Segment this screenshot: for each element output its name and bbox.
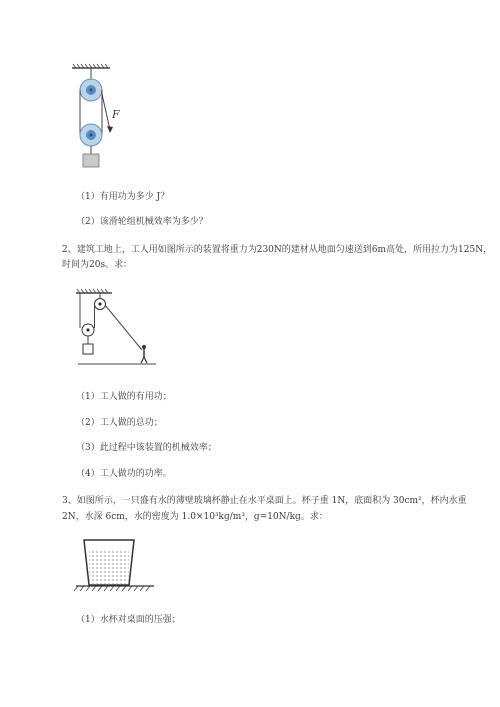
q1-sub2: （2）该滑轮组机械效率为多少？ [76, 217, 208, 227]
q2-text-line2: 时间为20s。求： [62, 260, 133, 270]
force-label: F [112, 108, 120, 121]
q1-sub1: （1）有用功为多少 J？ [76, 192, 170, 202]
figure-glass-on-table [72, 535, 162, 595]
q2-sub2: （2）工人做的总功； [76, 418, 163, 428]
q2-sub4: （4）工人做功的功率。 [76, 469, 172, 479]
q2-sub3: （3）此过程中该装置的机械效率； [76, 443, 217, 453]
figure-pulley-worker [72, 288, 162, 368]
q3-text-line2: 2N，水深 6cm，水的密度为 1.0×10³kg/m³，g=10N/kg。求： [62, 512, 328, 522]
figure-pulley-force [60, 60, 140, 170]
q3-text-line1: 3、如图所示，一只盛有水的薄壁玻璃杯静止在水平桌面上。杯子重 1N，底面积为 30cm²，杯内水重 [62, 496, 467, 506]
q2-text-line1: 2、建筑工地上，工人用如图所示的装置将重力为230N的建材从地面匀速送到6m高处，所用拉力为125N， [62, 245, 493, 255]
q3-sub1: （1）水杯对桌面的压强； [76, 615, 181, 625]
q2-sub1: （1）工人做的有用功； [76, 392, 172, 402]
